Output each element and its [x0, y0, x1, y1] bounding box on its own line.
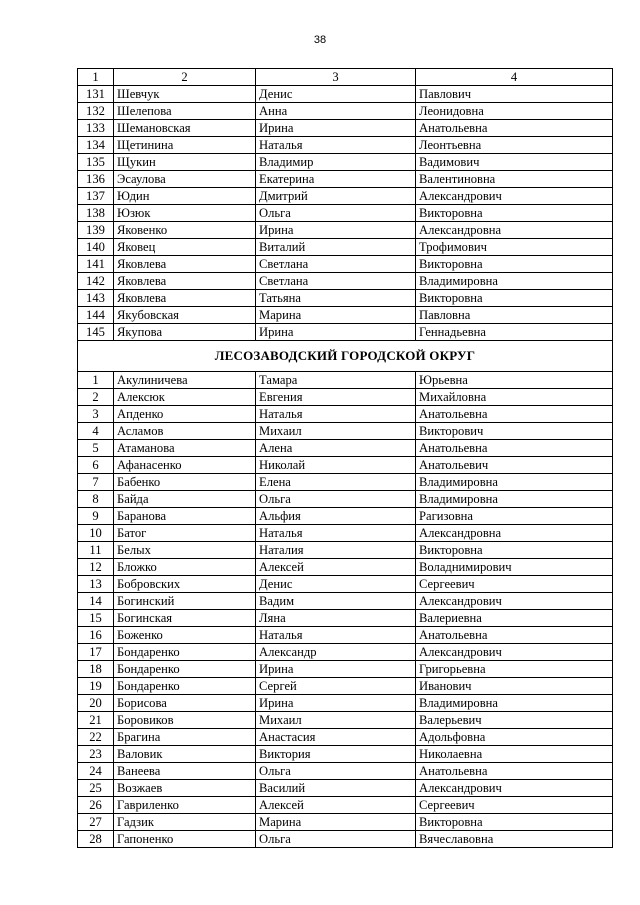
surname-cell: Валовик	[114, 746, 256, 763]
row-number-cell: 5	[78, 440, 114, 457]
table-row	[78, 440, 613, 457]
surname-cell: Якупова	[114, 324, 256, 341]
first-name-cell: Альфия	[256, 508, 416, 525]
patronymic-cell: Адольфовна	[416, 729, 613, 746]
surname-cell: Щукин	[114, 154, 256, 171]
patronymic-cell: Владимировна	[416, 273, 613, 290]
row-number-cell: 137	[78, 188, 114, 205]
first-name-cell: Елена	[256, 474, 416, 491]
first-name-cell: Ольга	[256, 763, 416, 780]
row-number-cell: 17	[78, 644, 114, 661]
surname-cell: Бобровских	[114, 576, 256, 593]
surname-cell: Гавриленко	[114, 797, 256, 814]
patronymic-cell: Сергеевич	[416, 576, 613, 593]
table-row	[78, 746, 613, 763]
table-row	[78, 797, 613, 814]
surname-cell: Алексюк	[114, 389, 256, 406]
surname-cell: Возжаев	[114, 780, 256, 797]
first-name-cell: Ольга	[256, 491, 416, 508]
surname-cell: Эсаулова	[114, 171, 256, 188]
surname-cell: Белых	[114, 542, 256, 559]
first-name-cell: Наталья	[256, 627, 416, 644]
patronymic-cell: Викторовна	[416, 542, 613, 559]
first-name-cell: Ирина	[256, 324, 416, 341]
first-name-cell: Алена	[256, 440, 416, 457]
surname-cell: Якубовская	[114, 307, 256, 324]
row-number-cell: 138	[78, 205, 114, 222]
patronymic-cell: Анатольевна	[416, 406, 613, 423]
surname-cell: Богинский	[114, 593, 256, 610]
row-number-cell: 145	[78, 324, 114, 341]
patronymic-cell: Викторовна	[416, 256, 613, 273]
row-number-cell: 132	[78, 103, 114, 120]
surname-cell: Бложко	[114, 559, 256, 576]
first-name-cell: Николай	[256, 457, 416, 474]
patronymic-cell: Александровна	[416, 222, 613, 239]
patronymic-cell: Александрович	[416, 780, 613, 797]
surname-cell: Боровиков	[114, 712, 256, 729]
surname-cell: Ванеева	[114, 763, 256, 780]
first-name-cell: Марина	[256, 814, 416, 831]
first-name-cell: Алексей	[256, 559, 416, 576]
table-row	[78, 695, 613, 712]
surname-cell: Богинская	[114, 610, 256, 627]
first-name-cell: Светлана	[256, 273, 416, 290]
surname-cell: Брагина	[114, 729, 256, 746]
patronymic-cell: Анатольевна	[416, 120, 613, 137]
table-row	[78, 120, 613, 137]
first-name-cell: Александр	[256, 644, 416, 661]
table-row	[78, 273, 613, 290]
surname-cell: Бондаренко	[114, 661, 256, 678]
table-row	[78, 831, 613, 848]
table-row	[78, 103, 613, 120]
first-name-cell: Ольга	[256, 831, 416, 848]
table-row	[78, 559, 613, 576]
first-name-cell: Наталия	[256, 542, 416, 559]
row-number-cell: 143	[78, 290, 114, 307]
table-row	[78, 406, 613, 423]
row-number-cell: 26	[78, 797, 114, 814]
first-name-cell: Денис	[256, 576, 416, 593]
surname-cell: Гапоненко	[114, 831, 256, 848]
surname-cell: Атаманова	[114, 440, 256, 457]
first-name-cell: Ирина	[256, 120, 416, 137]
first-name-cell: Ирина	[256, 695, 416, 712]
row-number-cell: 141	[78, 256, 114, 273]
first-name-cell: Виталий	[256, 239, 416, 256]
patronymic-cell: Вадимович	[416, 154, 613, 171]
row-number-cell: 4	[78, 423, 114, 440]
table-row	[78, 239, 613, 256]
first-name-cell: Сергей	[256, 678, 416, 695]
table-row	[78, 222, 613, 239]
row-number-cell: 20	[78, 695, 114, 712]
table-row	[78, 491, 613, 508]
table-row	[78, 542, 613, 559]
column-number-4: 4	[416, 69, 613, 86]
column-number-3: 3	[256, 69, 416, 86]
row-number-cell: 25	[78, 780, 114, 797]
row-number-cell: 22	[78, 729, 114, 746]
surname-cell: Юзюк	[114, 205, 256, 222]
column-number-1: 1	[78, 69, 114, 86]
table-row	[78, 661, 613, 678]
table-row	[78, 423, 613, 440]
surname-cell: Байда	[114, 491, 256, 508]
first-name-cell: Наталья	[256, 137, 416, 154]
table-row	[78, 763, 613, 780]
patronymic-cell: Вячеславовна	[416, 831, 613, 848]
surname-cell: Бабенко	[114, 474, 256, 491]
patronymic-cell: Анатольевич	[416, 457, 613, 474]
surname-cell: Акулиничева	[114, 372, 256, 389]
surname-cell: Асламов	[114, 423, 256, 440]
row-number-cell: 134	[78, 137, 114, 154]
row-number-cell: 11	[78, 542, 114, 559]
row-number-cell: 18	[78, 661, 114, 678]
column-number-2: 2	[114, 69, 256, 86]
row-number-cell: 28	[78, 831, 114, 848]
roster-table	[77, 68, 613, 848]
row-number-cell: 9	[78, 508, 114, 525]
row-number-cell: 14	[78, 593, 114, 610]
first-name-cell: Ляна	[256, 610, 416, 627]
first-name-cell: Вадим	[256, 593, 416, 610]
patronymic-cell: Григорьевна	[416, 661, 613, 678]
surname-cell: Борисова	[114, 695, 256, 712]
first-name-cell: Виктория	[256, 746, 416, 763]
surname-cell: Щетинина	[114, 137, 256, 154]
first-name-cell: Светлана	[256, 256, 416, 273]
table-row	[78, 644, 613, 661]
first-name-cell: Наталья	[256, 406, 416, 423]
surname-cell: Апденко	[114, 406, 256, 423]
row-number-cell: 13	[78, 576, 114, 593]
table-row	[78, 372, 613, 389]
row-number-cell: 10	[78, 525, 114, 542]
first-name-cell: Марина	[256, 307, 416, 324]
surname-cell: Юдин	[114, 188, 256, 205]
table-row	[78, 525, 613, 542]
row-number-cell: 136	[78, 171, 114, 188]
column-number-row	[78, 69, 613, 86]
first-name-cell: Екатерина	[256, 171, 416, 188]
patronymic-cell: Леонтьевна	[416, 137, 613, 154]
patronymic-cell: Александрович	[416, 644, 613, 661]
patronymic-cell: Михайловна	[416, 389, 613, 406]
row-number-cell: 133	[78, 120, 114, 137]
patronymic-cell: Воладнимирович	[416, 559, 613, 576]
row-number-cell: 12	[78, 559, 114, 576]
section-heading-row	[78, 341, 613, 372]
patronymic-cell: Павловна	[416, 307, 613, 324]
table-row	[78, 780, 613, 797]
surname-cell: Бондаренко	[114, 678, 256, 695]
row-number-cell: 131	[78, 86, 114, 103]
table-row	[78, 576, 613, 593]
row-number-cell: 3	[78, 406, 114, 423]
first-name-cell: Денис	[256, 86, 416, 103]
row-number-cell: 139	[78, 222, 114, 239]
first-name-cell: Ирина	[256, 661, 416, 678]
first-name-cell: Тамара	[256, 372, 416, 389]
patronymic-cell: Александровна	[416, 525, 613, 542]
row-number-cell: 140	[78, 239, 114, 256]
table-row	[78, 712, 613, 729]
surname-cell: Батог	[114, 525, 256, 542]
row-number-cell: 1	[78, 372, 114, 389]
table-row	[78, 307, 613, 324]
patronymic-cell: Анатольевна	[416, 763, 613, 780]
row-number-cell: 8	[78, 491, 114, 508]
patronymic-cell: Леонидовна	[416, 103, 613, 120]
surname-cell: Боженко	[114, 627, 256, 644]
first-name-cell: Анастасия	[256, 729, 416, 746]
row-number-cell: 135	[78, 154, 114, 171]
patronymic-cell: Валериевна	[416, 610, 613, 627]
row-number-cell: 16	[78, 627, 114, 644]
table-row	[78, 256, 613, 273]
table-row	[78, 678, 613, 695]
surname-cell: Бондаренко	[114, 644, 256, 661]
first-name-cell: Ирина	[256, 222, 416, 239]
row-number-cell: 7	[78, 474, 114, 491]
surname-cell: Шевчук	[114, 86, 256, 103]
surname-cell: Баранова	[114, 508, 256, 525]
row-number-cell: 21	[78, 712, 114, 729]
table-row	[78, 389, 613, 406]
first-name-cell: Евгения	[256, 389, 416, 406]
table-row	[78, 290, 613, 307]
row-number-cell: 24	[78, 763, 114, 780]
table-row	[78, 324, 613, 341]
patronymic-cell: Анатольевна	[416, 627, 613, 644]
surname-cell: Гадзик	[114, 814, 256, 831]
surname-cell: Яковенко	[114, 222, 256, 239]
first-name-cell: Дмитрий	[256, 188, 416, 205]
row-number-cell: 23	[78, 746, 114, 763]
page-number: 38	[313, 34, 327, 46]
patronymic-cell: Валентиновна	[416, 171, 613, 188]
surname-cell: Афанасенко	[114, 457, 256, 474]
patronymic-cell: Иванович	[416, 678, 613, 695]
row-number-cell: 6	[78, 457, 114, 474]
row-number-cell: 142	[78, 273, 114, 290]
first-name-cell: Анна	[256, 103, 416, 120]
table-row	[78, 154, 613, 171]
table-row	[78, 814, 613, 831]
patronymic-cell: Рагизовна	[416, 508, 613, 525]
first-name-cell: Михаил	[256, 423, 416, 440]
first-name-cell: Владимир	[256, 154, 416, 171]
table-row	[78, 474, 613, 491]
section-heading: ЛЕСОЗАВОДСКИЙ ГОРОДСКОЙ ОКРУГ	[78, 341, 613, 372]
patronymic-cell: Николаевна	[416, 746, 613, 763]
patronymic-cell: Валерьевич	[416, 712, 613, 729]
patronymic-cell: Владимировна	[416, 695, 613, 712]
first-name-cell: Наталья	[256, 525, 416, 542]
surname-cell: Яковец	[114, 239, 256, 256]
row-number-cell: 15	[78, 610, 114, 627]
patronymic-cell: Викторовна	[416, 205, 613, 222]
patronymic-cell: Викторович	[416, 423, 613, 440]
patronymic-cell: Александрович	[416, 188, 613, 205]
table-row	[78, 627, 613, 644]
patronymic-cell: Владимировна	[416, 474, 613, 491]
patronymic-cell: Сергеевич	[416, 797, 613, 814]
surname-cell: Яковлева	[114, 290, 256, 307]
table-row	[78, 729, 613, 746]
table-row	[78, 171, 613, 188]
first-name-cell: Ольга	[256, 205, 416, 222]
table-row	[78, 610, 613, 627]
first-name-cell: Алексей	[256, 797, 416, 814]
table-row	[78, 86, 613, 103]
first-name-cell: Василий	[256, 780, 416, 797]
row-number-cell: 2	[78, 389, 114, 406]
row-number-cell: 19	[78, 678, 114, 695]
surname-cell: Яковлева	[114, 256, 256, 273]
patronymic-cell: Трофимович	[416, 239, 613, 256]
patronymic-cell: Владимировна	[416, 491, 613, 508]
table-row	[78, 205, 613, 222]
table-row	[78, 593, 613, 610]
surname-cell: Яковлева	[114, 273, 256, 290]
row-number-cell: 144	[78, 307, 114, 324]
patronymic-cell: Анатольевна	[416, 440, 613, 457]
table-row	[78, 457, 613, 474]
patronymic-cell: Викторовна	[416, 290, 613, 307]
first-name-cell: Татьяна	[256, 290, 416, 307]
patronymic-cell: Александрович	[416, 593, 613, 610]
surname-cell: Шелепова	[114, 103, 256, 120]
row-number-cell: 27	[78, 814, 114, 831]
first-name-cell: Михаил	[256, 712, 416, 729]
roster-body	[78, 69, 613, 848]
surname-cell: Шемановская	[114, 120, 256, 137]
patronymic-cell: Викторовна	[416, 814, 613, 831]
patronymic-cell: Геннадьевна	[416, 324, 613, 341]
table-row	[78, 188, 613, 205]
patronymic-cell: Юрьевна	[416, 372, 613, 389]
table-row	[78, 508, 613, 525]
patronymic-cell: Павлович	[416, 86, 613, 103]
table-row	[78, 137, 613, 154]
